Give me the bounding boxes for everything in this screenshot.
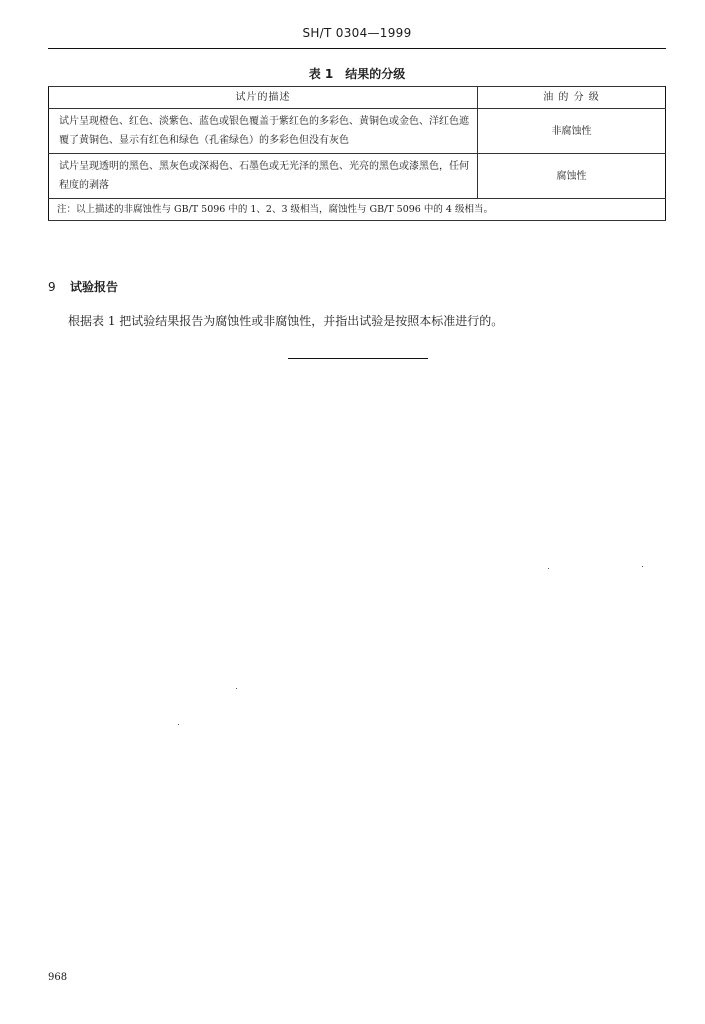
scan-speck	[236, 688, 237, 689]
row-classification: 腐蚀性	[478, 154, 666, 199]
header-rule	[48, 48, 666, 49]
page-number: 968	[48, 972, 68, 983]
table-note-row	[49, 199, 666, 221]
column-header-classification: 油 的 分 级	[478, 87, 666, 109]
standard-code-header: SH/T 0304—1999	[302, 26, 412, 40]
section-number: 9	[48, 280, 56, 294]
scan-speck	[642, 566, 643, 567]
section-heading	[48, 278, 118, 295]
scan-speck	[178, 724, 179, 725]
column-header-description: 试片的描述	[49, 87, 478, 109]
table-note: 注：以上描述的非腐蚀性与 GB/T 5096 中的 1、2、3 级相当，腐蚀性与 GB/T 5096 中的 4 级相当。	[49, 199, 666, 221]
row-description: 试片呈现橙色、红色、淡紫色、蓝色或银色覆盖于紫红色的多彩色、黄铜色或金色、洋红色遮覆了黄铜色、显示有红色和绿色（孔雀绿色）的多彩色但没有灰色	[49, 109, 478, 154]
row-description: 试片呈现透明的黑色、黑灰色或深褐色、石墨色或无光泽的黑色、光亮的黑色或漆黑色，任何程度的剥落	[49, 154, 478, 199]
table-header-row	[49, 87, 666, 109]
row-classification: 非腐蚀性	[478, 109, 666, 154]
table-row	[49, 154, 666, 199]
section-paragraph: 根据表 1 把试验结果报告为腐蚀性或非腐蚀性，并指出试验是按照本标准进行的。	[68, 314, 504, 328]
section-title: 试验报告	[70, 280, 119, 294]
classification-table	[48, 86, 666, 221]
end-of-standard-rule	[288, 358, 428, 359]
scan-speck	[548, 568, 549, 569]
table-caption: 表 1 结果的分级	[308, 67, 406, 81]
table-row	[49, 109, 666, 154]
